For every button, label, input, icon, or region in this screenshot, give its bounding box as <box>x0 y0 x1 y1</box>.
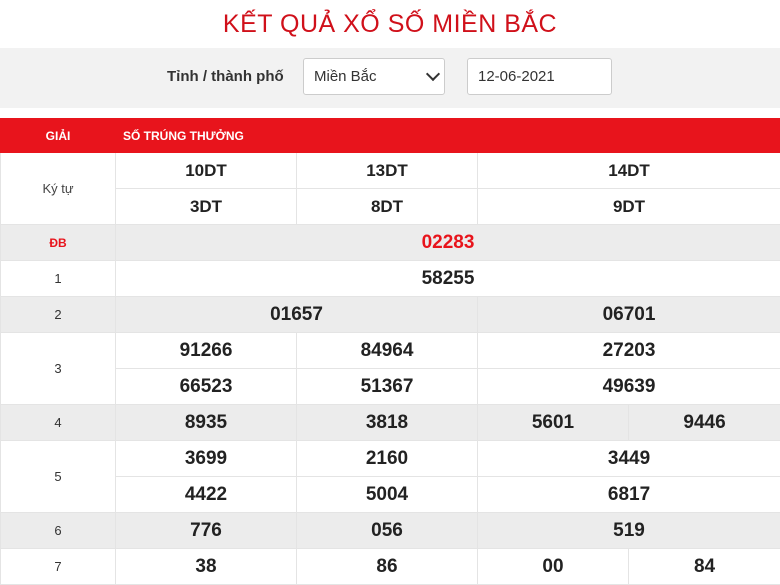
kytu-code: 8DT <box>297 189 478 225</box>
prize-7-value: 84 <box>629 549 780 585</box>
filter-bar <box>0 48 780 108</box>
prize-5-label: 5 <box>1 441 116 513</box>
prize-4-value: 9446 <box>629 405 780 441</box>
kytu-code: 13DT <box>297 153 478 189</box>
prize-7-value: 00 <box>478 549 629 585</box>
prize-5-value: 5004 <box>297 477 478 513</box>
prize-3-value: 84964 <box>297 333 478 369</box>
prize-db-value: 02283 <box>116 225 780 261</box>
prize-6-label: 6 <box>1 513 116 549</box>
chevron-down-icon <box>426 67 440 81</box>
prize-4-value: 3818 <box>297 405 478 441</box>
prize-5-value: 3449 <box>478 441 780 477</box>
prize-3-value: 27203 <box>478 333 780 369</box>
prize-4-value: 5601 <box>478 405 629 441</box>
kytu-code: 10DT <box>116 153 297 189</box>
prize-6-value: 056 <box>297 513 478 549</box>
prize-6-value: 776 <box>116 513 297 549</box>
kytu-code: 3DT <box>116 189 297 225</box>
header-prize: GIẢI <box>1 119 116 153</box>
prize-5-value: 6817 <box>478 477 780 513</box>
kytu-code: 9DT <box>478 189 780 225</box>
prize-2-value: 06701 <box>478 297 780 333</box>
page-title: KẾT QUẢ XỔ SỐ MIỀN BẮC <box>0 0 780 48</box>
prize-db-label: ĐB <box>1 225 116 261</box>
prize-3-value: 49639 <box>478 369 780 405</box>
kytu-code: 14DT <box>478 153 780 189</box>
results-table <box>0 118 780 585</box>
prize-3-value: 66523 <box>116 369 297 405</box>
prize-7-value: 38 <box>116 549 297 585</box>
prize-6-value: 519 <box>478 513 780 549</box>
prize-3-label: 3 <box>1 333 116 405</box>
region-select[interactable] <box>303 58 445 95</box>
prize-2-label: 2 <box>1 297 116 333</box>
region-select-value: Miền Bắc <box>314 68 377 85</box>
prize-7-label: 7 <box>1 549 116 585</box>
prize-5-value: 4422 <box>116 477 297 513</box>
prize-1-value: 58255 <box>116 261 780 297</box>
date-input[interactable]: 12-06-2021 <box>467 58 612 95</box>
kytu-label: Ký tự <box>1 153 116 225</box>
prize-2-value: 01657 <box>116 297 478 333</box>
prize-4-value: 8935 <box>116 405 297 441</box>
prize-3-value: 51367 <box>297 369 478 405</box>
header-numbers: SỐ TRÚNG THƯỞNG <box>116 119 780 153</box>
prize-3-value: 91266 <box>116 333 297 369</box>
province-label: Tỉnh / thành phố <box>167 68 284 85</box>
prize-1-label: 1 <box>1 261 116 297</box>
prize-4-label: 4 <box>1 405 116 441</box>
prize-5-value: 3699 <box>116 441 297 477</box>
prize-5-value: 2160 <box>297 441 478 477</box>
prize-7-value: 86 <box>297 549 478 585</box>
